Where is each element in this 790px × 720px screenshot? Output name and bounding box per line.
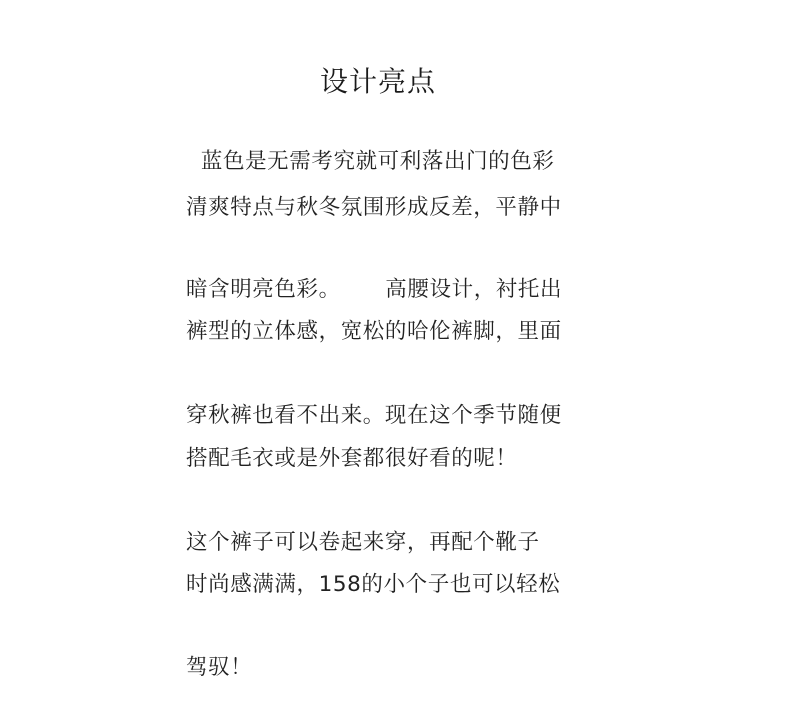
paragraph-line: 裤型的立体感，宽松的哈伦裤脚，里面	[186, 319, 562, 344]
paragraph-line: 搭配毛衣或是外套都很好看的呢！	[186, 446, 518, 471]
paragraph-line: 时尚感满满，158的小个子也可以轻松	[186, 572, 561, 597]
paragraph-line: 这个裤子可以卷起来穿，再配个靴子	[186, 530, 540, 555]
paragraph-line: 穿秋裤也看不出来。现在这个季节随便	[186, 403, 562, 428]
paragraph-line: 驾驭！	[186, 655, 253, 680]
paragraph-line: 暗含明亮色彩。 高腰设计，衬托出	[186, 277, 563, 302]
paragraph-line: 清爽特点与秋冬氛围形成反差，平静中	[186, 195, 562, 220]
paragraph-line: 蓝色是无需考究就可利落出门的色彩	[186, 149, 555, 174]
section-title: 设计亮点	[319, 65, 436, 98]
